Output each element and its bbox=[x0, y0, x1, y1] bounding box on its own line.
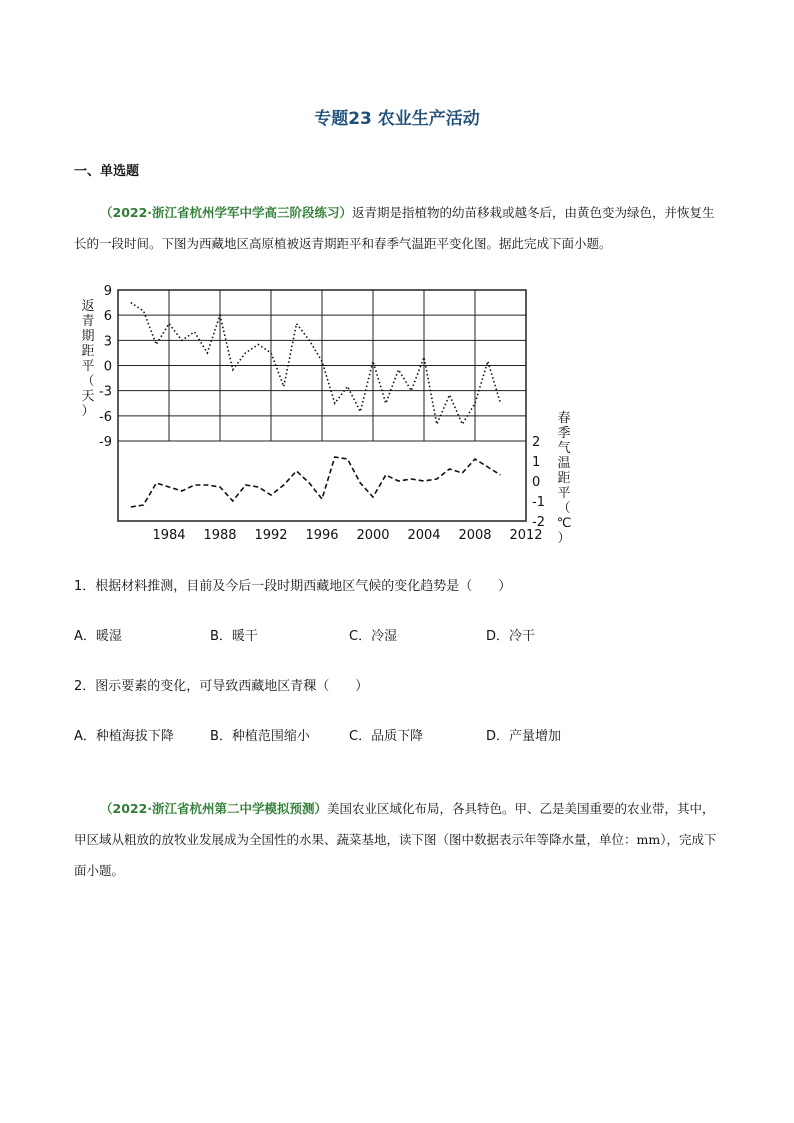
question-1-stem: 1．根据材料推测，目前及今后一段时期西藏地区气候的变化趋势是（ ） bbox=[74, 579, 512, 594]
right-tick-label: 2 bbox=[532, 435, 541, 450]
axis-label-char: 青 bbox=[81, 314, 95, 329]
axis-label-char: 期 bbox=[81, 329, 95, 344]
x-tick-label: 2012 bbox=[509, 528, 543, 543]
x-tick-label: 2008 bbox=[458, 528, 492, 543]
x-axis-ticks bbox=[152, 528, 542, 543]
x-tick-label: 1996 bbox=[305, 528, 339, 543]
left-axis-ticks bbox=[99, 284, 112, 450]
x-tick-label: 2000 bbox=[356, 528, 390, 543]
axis-label-char: （ bbox=[557, 501, 571, 516]
x-tick-label: 1992 bbox=[254, 528, 288, 543]
axis-label-char: 季 bbox=[557, 426, 571, 441]
x-tick-label: 1984 bbox=[152, 528, 186, 543]
passage-1-text: 返青期是指植物的幼苗移栽或越冬后，由黄色变为绿色，并恢复生长的一段时间。下图为西藏地区高原植被返青期距平和春季气温距平变化图。据此完成下面小题。 bbox=[74, 205, 715, 251]
passage-2-text: 美国农业区域化布局，各具特色。甲、乙是美国重要的农业带，其中，甲区域从粗放的放牧业发展成为全国性的水果、蔬菜基地，读下图（图中数据表示年等降水量，单位：mm），完成下面小题。 bbox=[74, 801, 717, 878]
left-tick-label: 9 bbox=[103, 284, 112, 299]
passage-2 bbox=[74, 793, 724, 886]
left-tick-label: -6 bbox=[99, 409, 112, 425]
axis-label-char: 距 bbox=[81, 344, 95, 359]
axis-label-char: 春 bbox=[557, 411, 571, 426]
q2-option-c[interactable]: C．品质下降 bbox=[349, 729, 424, 744]
axis-label-char: 平 bbox=[81, 359, 95, 374]
q1-option-d[interactable]: D．冷干 bbox=[486, 629, 536, 644]
right-tick-label: 1 bbox=[532, 455, 541, 470]
left-tick-label: -9 bbox=[99, 435, 112, 450]
axis-label-char: 气 bbox=[557, 441, 571, 456]
q2-option-d[interactable]: D．产量增加 bbox=[486, 729, 562, 744]
greenup-temperature-chart bbox=[78, 280, 578, 545]
right-tick-label: -2 bbox=[532, 515, 545, 530]
axis-label-char: 天 bbox=[81, 389, 95, 404]
left-tick-label: 3 bbox=[103, 334, 112, 350]
right-tick-label: -1 bbox=[532, 495, 545, 510]
x-tick-label: 1988 bbox=[203, 528, 237, 543]
chart-series bbox=[131, 303, 501, 507]
axis-label-char: 温 bbox=[557, 456, 571, 471]
x-tick-label: 2004 bbox=[407, 528, 441, 543]
q2-option-a[interactable]: A．种植海拔下降 bbox=[74, 729, 174, 744]
passage-1 bbox=[74, 197, 724, 259]
right-tick-label: 0 bbox=[532, 475, 541, 490]
axis-label-char: ） bbox=[81, 404, 95, 419]
left-tick-label: 0 bbox=[103, 359, 112, 375]
axis-label-char: ℃ bbox=[556, 516, 572, 531]
q1-option-c[interactable]: C．冷湿 bbox=[349, 629, 398, 644]
question-2-stem: 2．图示要素的变化，可导致西藏地区青稞（ ） bbox=[74, 679, 369, 694]
right-axis-label bbox=[557, 411, 572, 545]
axis-label-char: 返 bbox=[81, 299, 95, 314]
q2-option-b[interactable]: B．种植范围缩小 bbox=[210, 729, 310, 744]
chart-grid bbox=[118, 290, 526, 521]
axis-label-char: 距 bbox=[557, 471, 571, 486]
left-tick-label: 6 bbox=[103, 309, 112, 325]
left-tick-label: -3 bbox=[99, 384, 112, 400]
axis-label-char: （ bbox=[81, 374, 95, 389]
passage-1-source: （2022·浙江省杭州学军中学高三阶段练习） bbox=[100, 205, 353, 220]
temperature-anomaly-line bbox=[131, 457, 501, 507]
left-axis-label bbox=[81, 299, 94, 419]
page-title: 专题23 农业生产活动 bbox=[314, 109, 480, 129]
greenup-anomaly-line bbox=[131, 303, 501, 425]
right-axis-ticks bbox=[532, 435, 545, 530]
axis-label-char: ） bbox=[557, 531, 571, 545]
passage-2-source: （2022·浙江省杭州第二中学模拟预测） bbox=[100, 801, 328, 816]
section-heading: 一、单选题 bbox=[74, 164, 140, 179]
axis-label-char: 平 bbox=[557, 486, 571, 501]
q1-option-a[interactable]: A．暖湿 bbox=[74, 629, 122, 644]
q1-option-b[interactable]: B．暖干 bbox=[210, 629, 258, 644]
